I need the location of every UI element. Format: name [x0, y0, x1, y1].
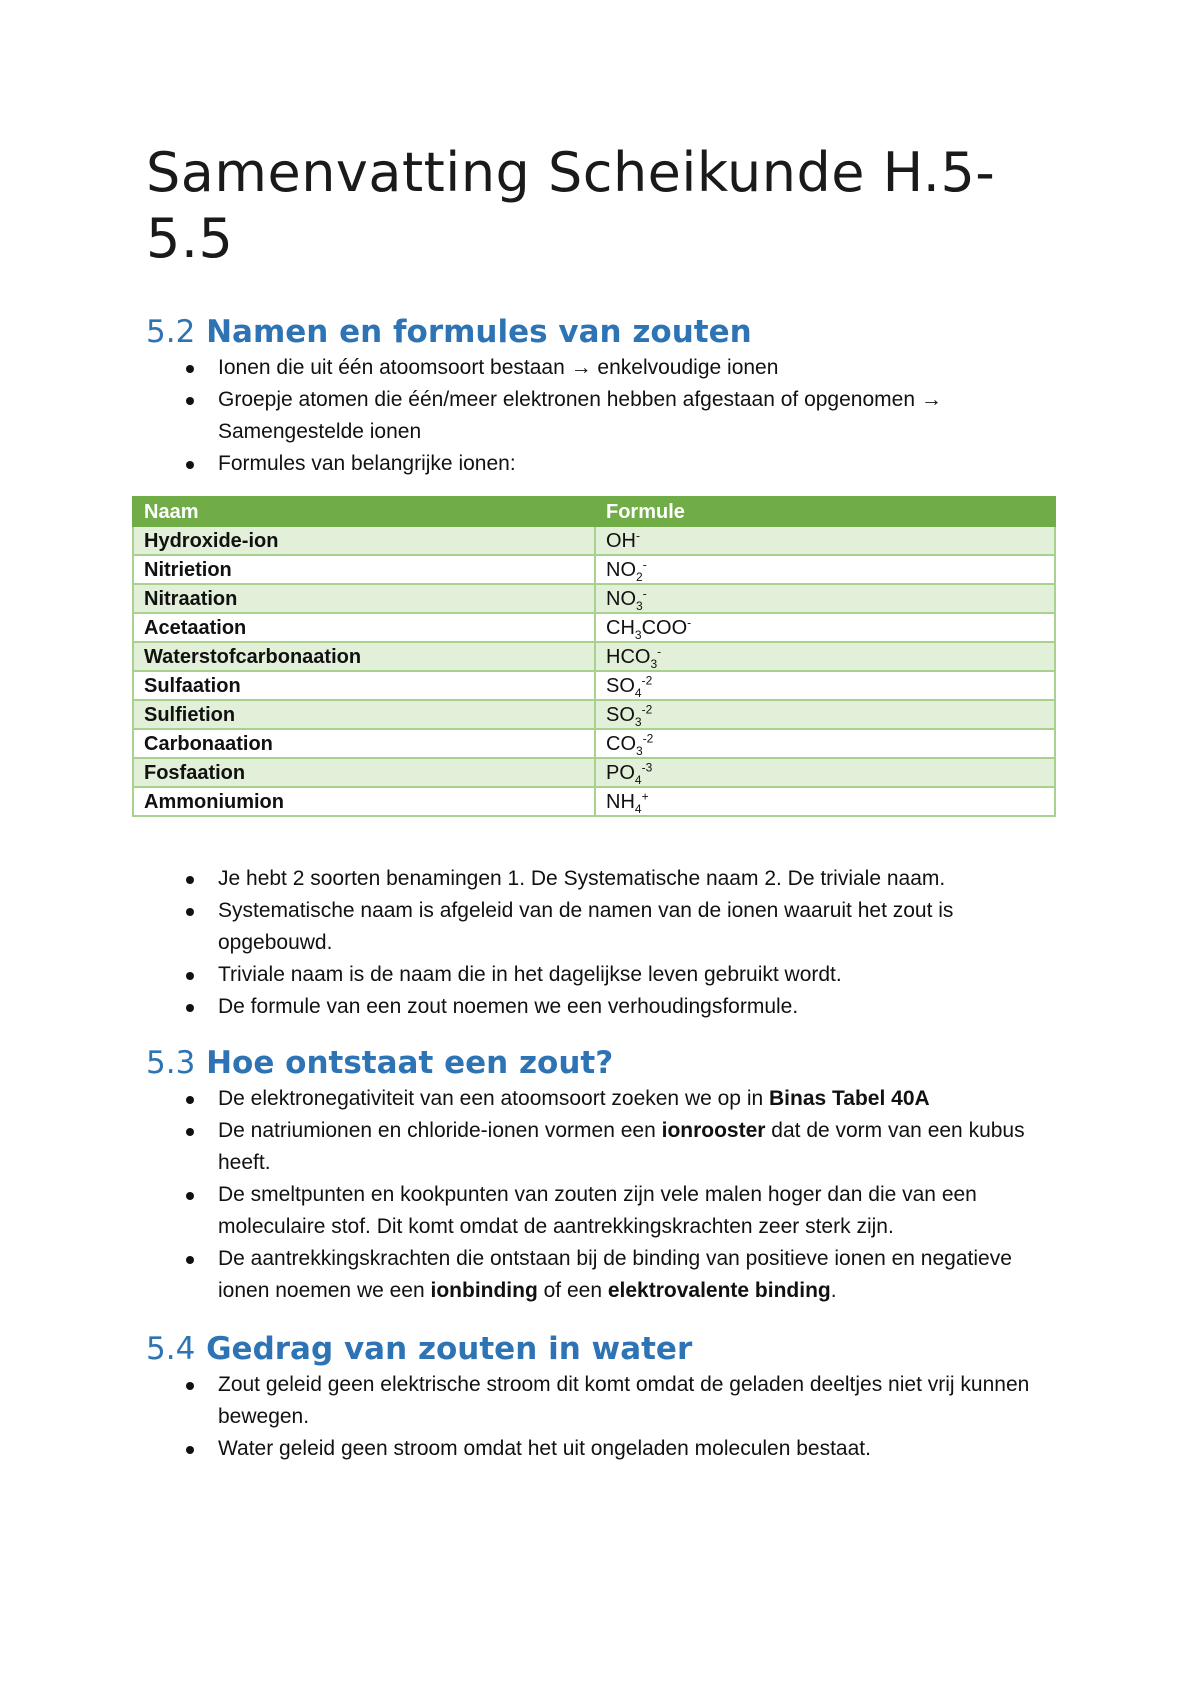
table-row [133, 613, 1055, 642]
bullet-list-5-2 [146, 352, 1066, 480]
table-row [133, 758, 1055, 787]
ion-name-cell: Acetaation [133, 613, 595, 642]
bullet-icon [186, 1192, 194, 1200]
section-heading-5-2: 5.2 Namen en formules van zouten [146, 314, 752, 350]
bullet-icon [186, 1004, 194, 1012]
bullet-icon [186, 1446, 194, 1454]
document-title: Samenvatting Scheikunde H.5- 5.5 [146, 141, 996, 270]
table-row [133, 700, 1055, 729]
table-header-row [133, 497, 1055, 526]
document-page [146, 140, 1066, 1465]
table-row [133, 555, 1055, 584]
list-item: Je hebt 2 soorten benamingen 1. De Systematische naam 2. De triviale naam. [146, 863, 1066, 895]
ion-name-cell: Nitrietion [133, 555, 595, 584]
list-item: De natriumionen en chloride-ionen vormen een ionrooster dat de vorm van een kubus heeft. [146, 1115, 1066, 1179]
ion-name-cell: Fosfaation [133, 758, 595, 787]
ion-formula-cell: $CH_3COO^-$ [595, 613, 1055, 642]
list-item: Triviale naam is de naam die in het dagelijkse leven gebruikt wordt. [146, 959, 1066, 991]
ion-name-cell: Hydroxide-ion [133, 526, 595, 555]
table-row [133, 729, 1055, 758]
list-item: Groepje atomen die één/meer elektronen hebben afgestaan of opgenomen → Samengestelde ionen [146, 384, 1066, 448]
ion-name-cell: Nitraation [133, 584, 595, 613]
column-header-formula: Formule [595, 497, 1055, 526]
column-header-name: Naam [133, 497, 595, 526]
arrow-icon: → [570, 356, 592, 379]
bullet-icon [186, 972, 194, 980]
ion-name-cell: Sulfietion [133, 700, 595, 729]
table-row [133, 526, 1055, 555]
table-row [133, 584, 1055, 613]
table-row [133, 671, 1055, 700]
ion-name-cell: Ammoniumion [133, 787, 595, 816]
ion-formula-cell: $HCO_3^-$ [595, 642, 1055, 671]
bullet-icon [186, 1096, 194, 1104]
bullet-icon [186, 908, 194, 916]
bullet-list-5-4 [146, 1369, 1066, 1465]
ion-formula-cell: $CO_3^{-2}$ [595, 729, 1055, 758]
bullet-icon [186, 397, 194, 405]
list-item: Systematische naam is afgeleid van de namen van de ionen waaruit het zout is opgebouwd. [146, 895, 1066, 959]
ion-formula-cell: $SO_4^{-2}$ [595, 671, 1055, 700]
section-heading-5-3: 5.3 Hoe ontstaat een zout? [146, 1045, 614, 1081]
bullet-icon [186, 1256, 194, 1264]
bullet-icon [186, 876, 194, 884]
ion-name-cell: Sulfaation [133, 671, 595, 700]
ion-formula-cell: $NH_4^+$ [595, 787, 1055, 816]
table-row [133, 787, 1055, 816]
list-item: De smeltpunten en kookpunten van zouten zijn vele malen hoger dan die van een moleculaire stof. Dit komt omdat de aantrekkingskrachten zeer sterk zijn. [146, 1179, 1066, 1243]
table-row [133, 642, 1055, 671]
section-heading-5-4: 5.4 Gedrag van zouten in water [146, 1331, 693, 1367]
list-item: De aantrekkingskrachten die ontstaan bij de binding van positieve ionen en negatieve ionen noemen we een ionbinding of een elektrovalente binding. [146, 1243, 1066, 1307]
ion-name-cell: Waterstofcarbonaation [133, 642, 595, 671]
bullet-icon [186, 1128, 194, 1136]
arrow-icon: → [920, 388, 942, 411]
list-item: De elektronegativiteit van een atoomsoort zoeken we op in Binas Tabel 40A [146, 1083, 1066, 1115]
bullet-list-5-3 [146, 1083, 1066, 1307]
bullet-list-5-2-naming [146, 863, 1066, 1023]
ion-name-cell: Carbonaation [133, 729, 595, 758]
ion-formula-cell: $SO_3^{-2}$ [595, 700, 1055, 729]
ion-formula-table [132, 496, 1056, 817]
ion-formula-cell: $PO_4^{-3}$ [595, 758, 1055, 787]
list-item: Ionen die uit één atoomsoort bestaan → enkelvoudige ionen [146, 352, 1066, 384]
ion-formula-cell: $NO_3^-$ [595, 584, 1055, 613]
ion-formula-cell: OH- [595, 526, 1055, 555]
bullet-icon [186, 1382, 194, 1390]
bullet-icon [186, 365, 194, 373]
list-item: De formule van een zout noemen we een verhoudingsformule. [146, 991, 1066, 1023]
list-item: Formules van belangrijke ionen: [146, 448, 1066, 480]
list-item: Zout geleid geen elektrische stroom dit komt omdat de geladen deeltjes niet vrij kunnen bewegen. [146, 1369, 1066, 1433]
list-item: Water geleid geen stroom omdat het uit ongeladen moleculen bestaat. [146, 1433, 1066, 1465]
bullet-icon [186, 461, 194, 469]
ion-formula-cell: $NO_2^-$ [595, 555, 1055, 584]
